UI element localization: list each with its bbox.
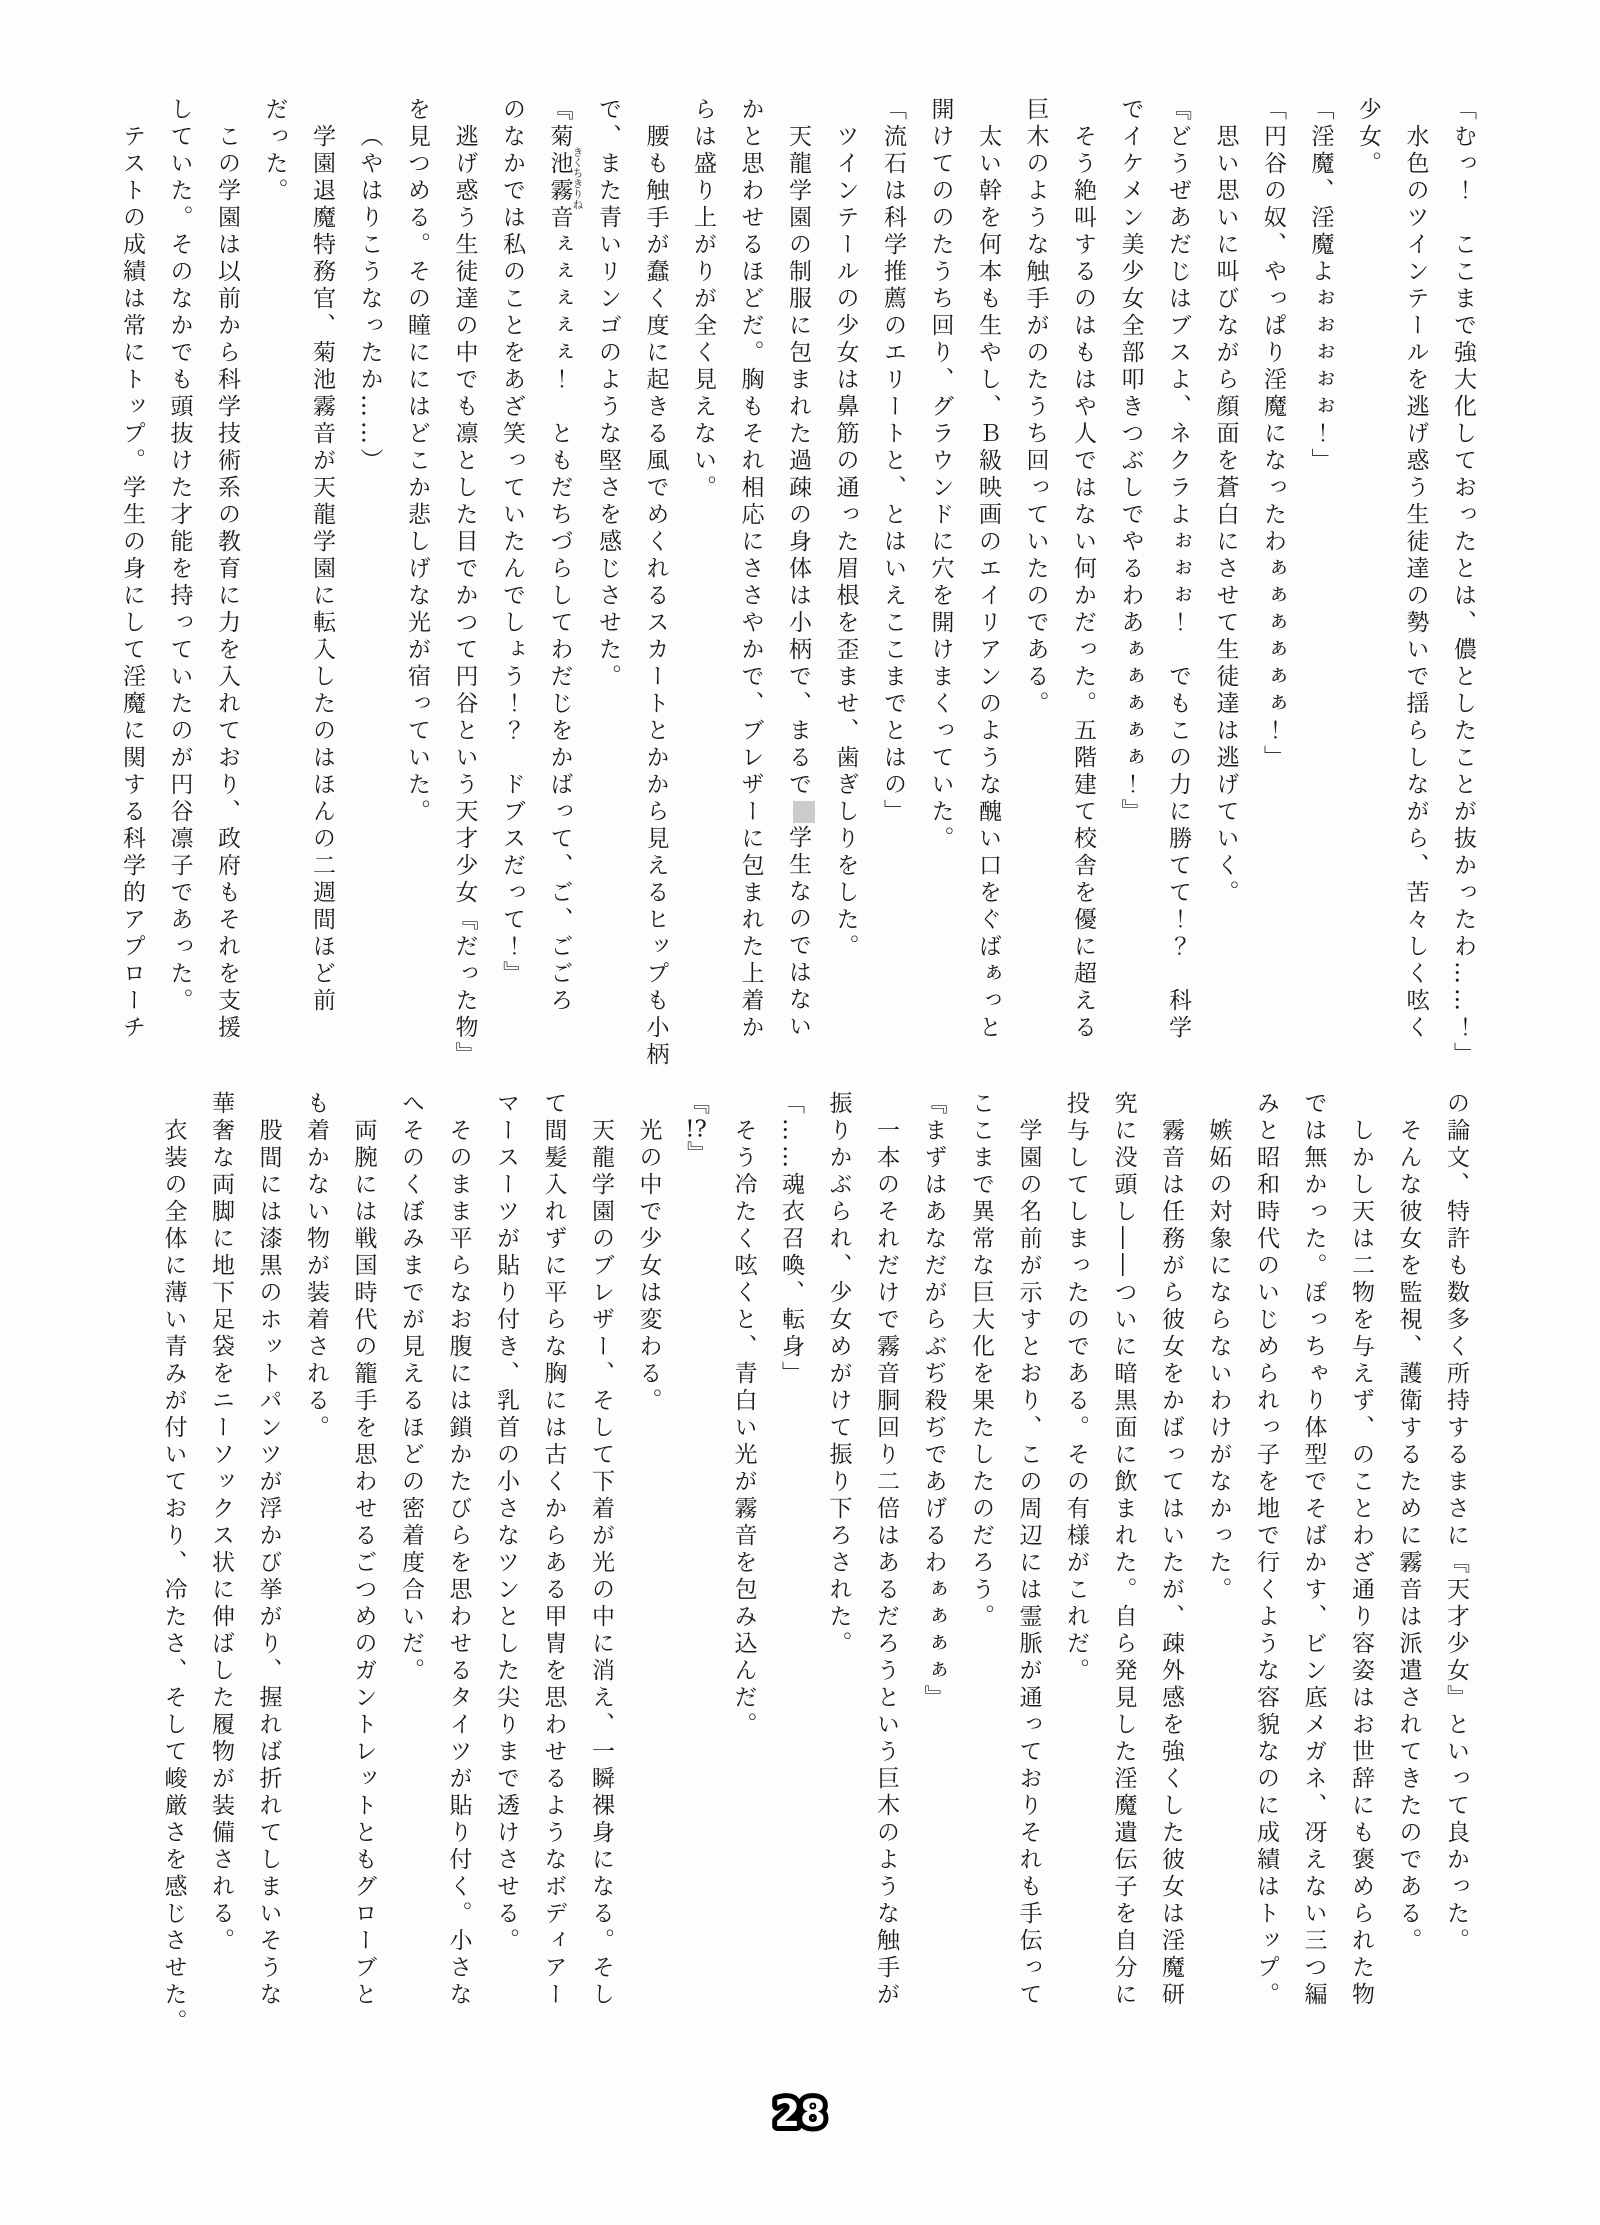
text-line: だった。 [261, 97, 288, 205]
text-line: テストの成績は常にトップ。学生の身にして淫魔に関する科学的アプローチ [119, 124, 145, 1042]
text-line: も着かない物が装着される。 [303, 1091, 329, 1442]
text-line: ここまで異常な巨大化を果たしたのだろう。 [968, 1091, 994, 1631]
text-line: 天龍学園の制服に包まれた過疎の身体は小柄で、まるで学生なのではない [774, 97, 822, 1072]
text-line: 学園退魔特務官、菊池霧音が天龍学園に転入したのはほんの二週間ほど前 [309, 124, 335, 1015]
text-line: そのまま平らなお腹には鎖かたびらを思わせるタイツが貼り付く。小さな [445, 1118, 472, 2009]
text-line: この学園は以前から科学技術系の教育に力を入れており、政府もそれを支援 [214, 124, 240, 1042]
text-line: の論文、特許も数多く所持するまさに『天才少女』といって良かった。 [1443, 1091, 1469, 1955]
text-line: していた。そのなかでも頭抜けた才能を持っていたのが円谷凛子であった。 [166, 97, 193, 1015]
text-line: 「淫魔、淫魔よぉぉぉぉぉ！」 [1307, 97, 1334, 475]
text-line: しかし天は二物を与えず、のことわざ通り容姿はお世辞にも褒められた物 [1348, 1118, 1374, 2009]
text-line: 『まずはあなだがらぶぢ殺ぢであげるわぁぁぁぁ』 [920, 1091, 947, 1712]
text-line: 嫉妬の対象にならないわけがなかった。 [1205, 1118, 1232, 1604]
text-line: で、また青いリンゴのような堅さを感じさせた。 [595, 97, 621, 691]
text-line: 天龍学園のブレザー、そして下着が光の中に消え、一瞬裸身になる。そし [588, 1118, 614, 2009]
text-line: 逃げ惑う生徒達の中でも凛とした目でかつて円谷という天才少女『だった物』 [451, 124, 478, 1069]
text-line: 「円谷の奴、やっぱり淫魔になったわぁぁぁぁぁぁ！」 [1260, 97, 1286, 772]
text-line: 「流石は科学推薦のエリートと、とはいえここまでとはの」 [880, 97, 906, 826]
text-line: 「……魂衣召喚、転身」 [778, 1091, 804, 1388]
text-line: マースーツが貼り付き、乳首の小さなツンとした尖りまで透けさせる。 [493, 1091, 519, 1955]
text-line: を見つめる。その瞳ににはどこか悲しげな光が宿っていた。 [404, 97, 430, 826]
text-line: 光の中で少女は変わる。 [635, 1118, 662, 1415]
text-line: 振りかぶられ、少女めがけて振り下ろされた。 [825, 1091, 852, 1658]
bottom-text-block [149, 1091, 1479, 2036]
text-line: 腰も触手が蠢く度に起きる風でめくれるスカートとかから見えるヒップも小柄 [642, 124, 669, 1069]
text-line: ツインテールの少女は鼻筋の通った眉根を歪ませ、歯ぎしりをした。 [832, 124, 859, 961]
page-number [766, 2086, 834, 2138]
text-line: 『どうぜあだじはブスよ、ネクラよぉぉぉ！ でもこの力に勝てて！？ 科学 [1165, 97, 1191, 1042]
text-line: へそのくぼみまでが見えるほどの密着度合いだ。 [398, 1091, 424, 1685]
tate-chu-yoko: !? [685, 1118, 707, 1141]
text-line: 太い幹を何本も生やし、Ｂ級映画のエイリアンのような醜い口をぐばぁっと [975, 124, 1001, 1042]
text-line: 「むっ！ ここまで強大化しておったとは、儂としたことが抜かったわ……！」 [1450, 97, 1476, 1069]
text-line: そう絶叫するのはもはや人ではない何かだった。五階建て校舎を優に超える [1070, 124, 1096, 1042]
name-with-furigana: 菊池霧音 きくちきりね [546, 124, 584, 232]
censored-character [793, 801, 815, 823]
text-line: 思い思いに叫びながら顔面を蒼白にさせて生徒達は逃げていく。 [1212, 124, 1239, 907]
text-line: らは盛り上がりが全く見えない。 [690, 97, 716, 502]
page-number-text: 28 [774, 2092, 826, 2135]
text-line: 開けてののたうち回り、グラウンドに穴を開けまくっていた。 [927, 97, 954, 853]
page-number-graphic [766, 2086, 834, 2138]
text-line: 『菊池霧音 きくちきりねぇぇぇぇぇ！ ともだちづらしてわだじをかばって、ご、ごごろ [546, 97, 584, 1015]
text-line: 両腕には戦国時代の籠手を思わせるごつめのガントレットともグローブと [350, 1118, 377, 2009]
text-line: では無かった。ぽっちゃり体型でそばかす、ビン底メガネ、冴えない三つ編 [1300, 1091, 1327, 2009]
text-line: 一本のそれだけで霧音胴回り二倍はあるだろうという巨木のような触手が [873, 1118, 899, 2009]
text-line: （やはりこうなったか……） [356, 124, 383, 475]
text-line: 股間には漆黒のホットパンツが浮かび挙がり、握れば折れてしまいそうな [255, 1118, 282, 2009]
text-line: でイケメン美少女全部叩きつぶしでやるわあぁぁぁぁぁ！』 [1117, 97, 1144, 826]
text-line: て間髪入れずに平らな胸には古くからある甲冑を思わせるようなボディアー [540, 1091, 567, 2009]
text-line: 少女。 [1355, 97, 1381, 178]
text-line: そう冷たく呟くと、青白い光が霧音を包み込んだ。 [730, 1118, 757, 1739]
text-line: そんな彼女を監視、護衛するために霧音は派遣されてきたのである。 [1395, 1118, 1422, 1955]
text-line: 巨木のような触手がのたうち回っていたのである。 [1022, 97, 1049, 718]
text-line: 学園の名前が示すとおり、この周辺には霊脈が通っておりそれも手伝って [1015, 1118, 1042, 2009]
text-line: のなかでは私のことをあざ笑っていたんでしょう！？ ドブスだって！』 [499, 97, 525, 988]
top-text-block [108, 97, 1487, 1072]
text-line: 投与してしまったのである。その有様がこれだ。 [1063, 1091, 1089, 1685]
text-line: 『!?』 [683, 1091, 709, 1168]
text-line: 究に没頭し――ついに暗黒面に飲まれた。自ら発見した淫魔遺伝子を自分に [1110, 1091, 1137, 2009]
furigana: きくちきりね [571, 124, 584, 232]
text-line: みと昭和時代のいじめられっ子を地で行くような容貌なのに成績はトップ。 [1253, 1091, 1279, 2009]
text-line: かと思わせるほどだ。胸もそれ相応にささやかで、ブレザーに包まれた上着か [737, 97, 764, 1042]
text-line: 華奢な両脚に地下足袋をニーソックス状に伸ばした履物が装備される。 [208, 1091, 234, 1955]
text-line: 水色のツインテールを逃げ惑う生徒達の勢いで揺らしながら、苦々しく呟く [1402, 124, 1429, 1042]
text-line: 霧音は任務がら彼女をかばってはいたが、疎外感を強くした彼女は淫魔研 [1158, 1118, 1184, 2009]
text-line: 衣装の全体に薄い青みが付いており、冷たさ、そして峻厳さを感じさせた。 [160, 1118, 187, 2036]
